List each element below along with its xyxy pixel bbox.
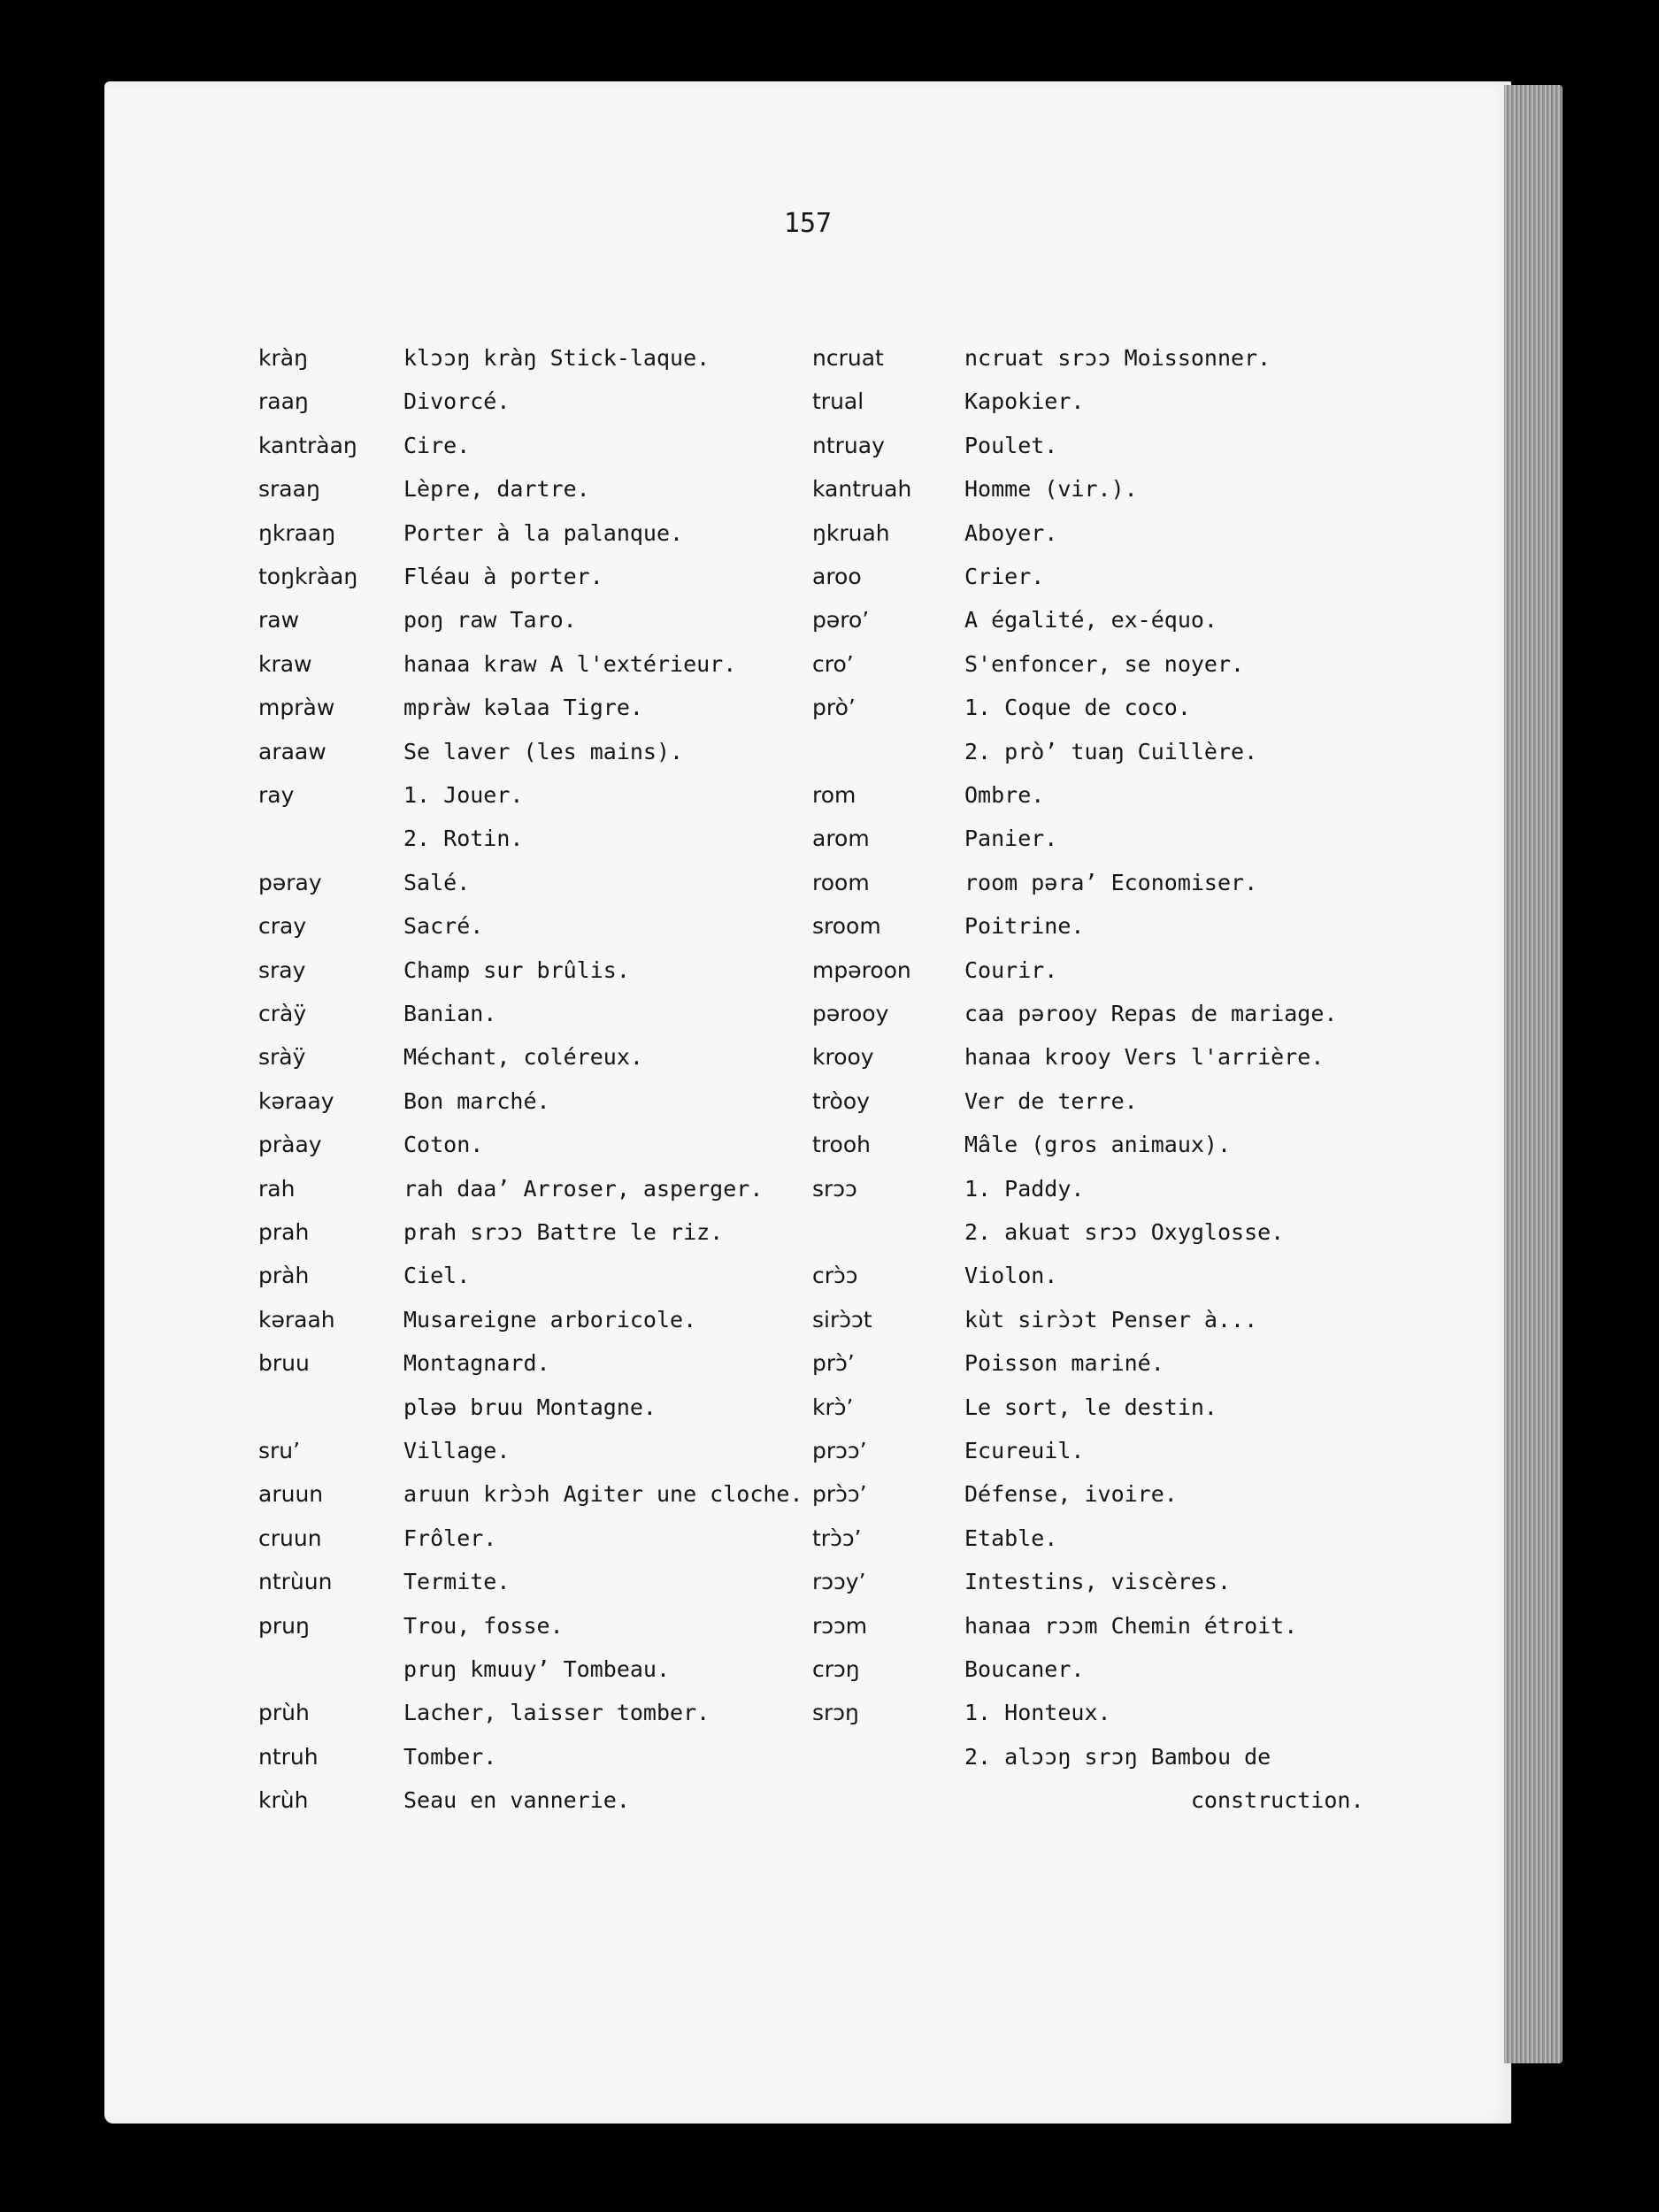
entry-definition: Frôler. <box>403 1525 497 1551</box>
entry-definition: caa pərooy Repas de mariage. <box>964 1001 1338 1026</box>
entry-definition: 2. Rotin. <box>403 826 524 852</box>
dictionary-entry <box>104 826 1058 870</box>
dictionary-entry <box>104 869 1258 914</box>
entry-definition: Lèpre, dartre. <box>403 476 590 503</box>
dictionary-entry <box>104 607 1217 651</box>
entry-headword: crɔ̀ɔ <box>812 1263 858 1289</box>
dictionary-entry <box>104 1525 1058 1570</box>
entry-definition: Violon. <box>964 1263 1058 1289</box>
dictionary-entry <box>104 1569 1232 1613</box>
dictionary-entry <box>104 650 1245 695</box>
entry-definition: Salé. <box>403 869 471 895</box>
entry-headword: sràÿ <box>258 1044 306 1071</box>
entry-definition: Tomber. <box>403 1743 497 1770</box>
entry-headword: kəraay <box>258 1087 334 1114</box>
entry-definition: S'enfoncer, se noyer. <box>964 650 1245 677</box>
entry-definition: Crier. <box>964 564 1045 589</box>
entry-headword: cruun <box>258 1525 322 1551</box>
entry-definition: 1. Coque de coco. <box>964 695 1191 721</box>
entry-headword: kantràaŋ <box>258 432 357 458</box>
entry-definition: Village. <box>403 1438 511 1463</box>
entry-definition: Trou, fosse. <box>403 1612 564 1639</box>
entry-headword: araaw <box>258 738 326 764</box>
dictionary-entry <box>104 1132 1232 1176</box>
entry-definition: klɔɔŋ kràŋ Stick-laque. <box>403 345 710 371</box>
entry-definition: Mâle (gros animaux). <box>964 1132 1232 1158</box>
page-number: 157 <box>783 208 833 239</box>
entry-definition: room pəra’ Economiser. <box>964 869 1258 895</box>
entry-headword: pəro’ <box>812 607 870 634</box>
dictionary-entry <box>104 1044 1325 1088</box>
entry-headword: ŋkraaŋ <box>258 519 336 546</box>
entry-definition: kùt sirɔ̀ɔt Penser à... <box>964 1306 1258 1333</box>
entry-headword: sraaŋ <box>258 476 320 503</box>
entry-headword: trɔ̀ɔ’ <box>812 1525 862 1551</box>
entry-headword: room <box>812 869 870 895</box>
entry-headword: pəray <box>258 869 322 895</box>
entry-headword: prɔ̀ɔ’ <box>812 1481 867 1508</box>
dictionary-entry <box>104 956 1058 1002</box>
entry-definition: 2. akuat srɔɔ Oxyglosse. <box>964 1219 1285 1245</box>
dictionary-entry <box>104 913 1085 957</box>
entry-headword: cro’ <box>812 650 854 677</box>
entry-definition: pləə bruu Montagne. <box>403 1394 657 1420</box>
entry-headword: ntruay <box>812 432 885 458</box>
dictionary-entry <box>104 519 1058 565</box>
entry-headword: ntruh <box>258 1743 319 1770</box>
entry-definition: Ecureuil. <box>964 1438 1085 1463</box>
entry-definition: Coton. <box>403 1132 484 1158</box>
entry-definition: Aboyer. <box>964 519 1058 546</box>
dictionary-entry <box>104 1306 1258 1351</box>
entry-headword: trual <box>812 388 864 415</box>
dictionary-entry <box>104 1263 1058 1307</box>
entry-definition: Homme (vir.). <box>964 476 1138 503</box>
entry-definition: Poitrine. <box>964 913 1085 940</box>
entry-headword: rɔɔy’ <box>812 1569 866 1595</box>
entry-headword: kraw <box>258 650 312 677</box>
entry-headword: prɔ̀’ <box>812 1350 855 1377</box>
dictionary-entry <box>104 695 1191 739</box>
entry-headword: tròoy <box>812 1087 870 1114</box>
dictionary-entry <box>104 345 1271 389</box>
entry-definition: Termite. <box>403 1569 511 1595</box>
entry-headword: toŋkràaŋ <box>258 564 358 589</box>
entry-definition: prah srɔɔ Battre le riz. <box>403 1219 724 1245</box>
dictionary-entry <box>104 782 1045 826</box>
dictionary-entry <box>104 1438 1085 1482</box>
entry-definition: Lacher, laisser tomber. <box>403 1700 710 1726</box>
dictionary-entry <box>104 388 1085 433</box>
entry-definition: Défense, ivoire. <box>964 1481 1178 1508</box>
dictionary-entry <box>104 738 1258 783</box>
entry-definition: Ver de terre. <box>964 1087 1138 1114</box>
entry-headword: ncruat <box>812 345 884 371</box>
entry-headword: trooh <box>812 1132 871 1158</box>
entry-headword: krooy <box>812 1044 874 1071</box>
dictionary-entry <box>104 1612 1298 1657</box>
entry-headword: pərooy <box>812 1001 889 1026</box>
entry-headword: aroo <box>812 564 862 589</box>
dictionary-entry <box>104 1219 1285 1263</box>
entry-definition: Panier. <box>964 826 1058 852</box>
entry-definition: construction. <box>964 1787 1364 1814</box>
book-page <box>104 81 1511 2124</box>
entry-definition: pruŋ kmuuy’ Tombeau. <box>403 1656 671 1682</box>
entry-headword: kəraah <box>258 1306 335 1333</box>
dictionary-entry <box>104 1087 1138 1133</box>
entry-headword: kantruah <box>812 476 912 503</box>
dictionary-entry <box>104 1743 1271 1788</box>
entry-definition: Divorcé. <box>403 388 511 415</box>
entry-headword: prùh <box>258 1700 310 1726</box>
entry-headword: ntrùun <box>258 1569 333 1595</box>
entry-definition: hanaa krooy Vers l'arrière. <box>964 1044 1325 1071</box>
dictionary-entry <box>104 1656 1085 1701</box>
entry-headword: raw <box>258 607 300 634</box>
entry-definition: Poulet. <box>964 432 1058 458</box>
entry-definition: Etable. <box>964 1525 1058 1551</box>
entry-headword: prah <box>258 1219 310 1245</box>
entry-headword: pràh <box>258 1263 310 1289</box>
entry-headword: crɔŋ <box>812 1656 860 1682</box>
entry-definition: Banian. <box>403 1001 497 1026</box>
entry-definition: hanaa rɔɔm Chemin étroit. <box>964 1612 1298 1639</box>
page-stack-edge <box>1504 85 1563 2063</box>
entry-definition: Intestins, viscères. <box>964 1569 1232 1595</box>
entry-definition: Montagnard. <box>403 1350 550 1377</box>
entry-definition: Ciel. <box>403 1263 471 1289</box>
entry-headword: krùh <box>258 1787 309 1814</box>
entry-definition: Sacré. <box>403 913 484 940</box>
entry-definition: Courir. <box>964 956 1058 983</box>
entry-headword: sray <box>258 956 306 983</box>
entry-definition: Fléau à porter. <box>403 564 603 589</box>
entry-definition: mpràw kəlaa Tigre. <box>403 695 643 721</box>
entry-headword: mpəroon <box>812 956 911 983</box>
entry-definition: Boucaner. <box>964 1656 1085 1682</box>
entry-headword: rah <box>258 1175 296 1202</box>
entry-headword: cràÿ <box>258 1001 307 1026</box>
dictionary-entry <box>104 1481 1178 1525</box>
entry-definition: poŋ raw Taro. <box>403 607 577 634</box>
entry-headword: prɔɔ’ <box>812 1438 867 1463</box>
entry-definition: Le sort, le destin. <box>964 1394 1217 1420</box>
entry-headword: mpràw <box>258 695 335 721</box>
entry-headword: srɔŋ <box>812 1700 859 1726</box>
dictionary-entry <box>104 1175 1085 1220</box>
dictionary-entry <box>104 432 1058 477</box>
entry-headword: aruun <box>258 1481 324 1508</box>
entry-definition: Bon marché. <box>403 1087 550 1114</box>
entry-definition: Porter à la palanque. <box>403 519 684 546</box>
entry-definition: Ombre. <box>964 782 1045 808</box>
entry-headword: kràŋ <box>258 345 308 371</box>
entry-definition: A égalité, ex-équo. <box>964 607 1217 634</box>
entry-headword: rom <box>812 782 856 808</box>
entry-headword: bruu <box>258 1350 310 1377</box>
dictionary-entry <box>104 1394 1217 1439</box>
entry-definition: Kapokier. <box>964 388 1085 415</box>
entry-headword: cray <box>258 913 307 940</box>
entry-headword: arom <box>812 826 870 852</box>
entry-headword: ŋkruah <box>812 519 890 546</box>
dictionary-entry <box>104 1350 1164 1394</box>
entry-definition: 1. Honteux. <box>964 1700 1111 1726</box>
dictionary-entry <box>104 1700 1111 1744</box>
dictionary-entry <box>104 476 1138 520</box>
entry-headword: rɔɔm <box>812 1612 868 1639</box>
dictionary-entry <box>104 1001 1338 1045</box>
entry-headword: krɔ̀’ <box>812 1394 854 1420</box>
dictionary-entry <box>104 1787 1364 1832</box>
entry-headword: sru’ <box>258 1438 301 1463</box>
entry-definition: aruun krɔ̀ɔh Agiter une cloche. <box>403 1481 803 1508</box>
entry-definition: Champ sur brûlis. <box>403 956 630 983</box>
entry-definition: 2. alɔɔŋ srɔŋ Bambou de <box>964 1743 1271 1770</box>
entry-headword: pràay <box>258 1132 322 1158</box>
entry-definition: Cire. <box>403 432 471 458</box>
entry-definition: Musareigne arboricole. <box>403 1306 697 1333</box>
entry-headword: sroom <box>812 913 881 940</box>
dictionary-entry <box>104 564 1045 608</box>
entry-headword: sirɔ̀ɔt <box>812 1306 872 1333</box>
entry-headword: pruŋ <box>258 1612 310 1639</box>
entry-definition: Poisson mariné. <box>964 1350 1164 1377</box>
entry-definition: rah daa’ Arroser, asperger. <box>403 1175 764 1202</box>
entry-definition: ncruat srɔɔ Moissonner. <box>964 345 1271 371</box>
entry-definition: 1. Paddy. <box>964 1175 1085 1202</box>
entry-definition: hanaa kraw A l'extérieur. <box>403 650 737 677</box>
entry-headword: raaŋ <box>258 388 309 415</box>
entry-definition: 1. Jouer. <box>403 782 524 808</box>
entry-headword: srɔɔ <box>812 1175 857 1202</box>
entry-headword: prò’ <box>812 695 856 721</box>
entry-definition: Se laver (les mains). <box>403 738 684 764</box>
entry-definition: Seau en vannerie. <box>403 1787 630 1814</box>
entry-definition: 2. prò’ tuaŋ Cuillère. <box>964 738 1258 764</box>
entry-definition: Méchant, coléreux. <box>403 1044 643 1071</box>
entry-headword: ray <box>258 782 295 808</box>
